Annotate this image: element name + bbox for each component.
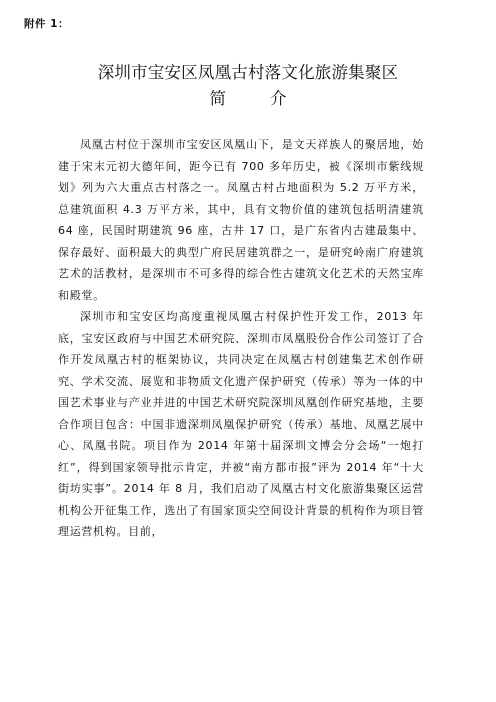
document-subtitle: 简介 (209, 89, 331, 108)
attachment-label: 附件 1： (24, 18, 69, 30)
document-title: 深圳市宝安区凤凰古村落文化旅游集聚区 (97, 63, 399, 82)
document-body (58, 134, 424, 543)
paragraph-1: 凤凰古村位于深圳市宝安区凤凰山下，是文天祥族人的聚居地，始建于宋末元初大德年间，距今已有 700 多年历史，被《深圳市紫线规划》列为六大重点古村落之一。凤凰古村占地面积为 5.2 万平方米，总建筑面积 4.3 万平方米，其中，具有文物价值的建筑包括明清建筑 64 座，民国时期建筑 96 座，古井 17 口，是广东省内古建最集中、保存最好、面积最大的典型广府民居建筑群之一，是研究岭南广府建筑艺术的活教材，是深圳市不可多得的综合性古建筑文化艺术的天然宝库和殿堂。 (58, 138, 424, 302)
paragraph-2: 深圳市和宝安区均高度重视凤凰古村保护性开发工作，2013 年底，宝安区政府与中国艺术研究院、深圳市凤凰股份合作公司签订了合作开发凤凰古村的框架协议，共同决定在凤凰古村创建集艺术创作研究、学术交流、展览和非物质文化遗产保护研究（传承）等为一体的中国艺术事业与产业并进的中国艺术研究院深圳凤凰创作研究基地，主要合作项目包含：中国非遗深圳凤凰保护研究（传承）基地、凤凰艺展中心、凤凰书院。项目作为 2014 年第十届深圳文博会分会场“一炮打红”，得到国家领导批示肯定，并被“南方都市报”评为 2014 年“十大街坊实事”。2014 年 8 月，我们启动了凤凰古村文化旅游集聚区运营机构公开征集工作，选出了有国家顶尖空间设计背景的机构作为项目管理运营机构。目前， (58, 310, 424, 538)
